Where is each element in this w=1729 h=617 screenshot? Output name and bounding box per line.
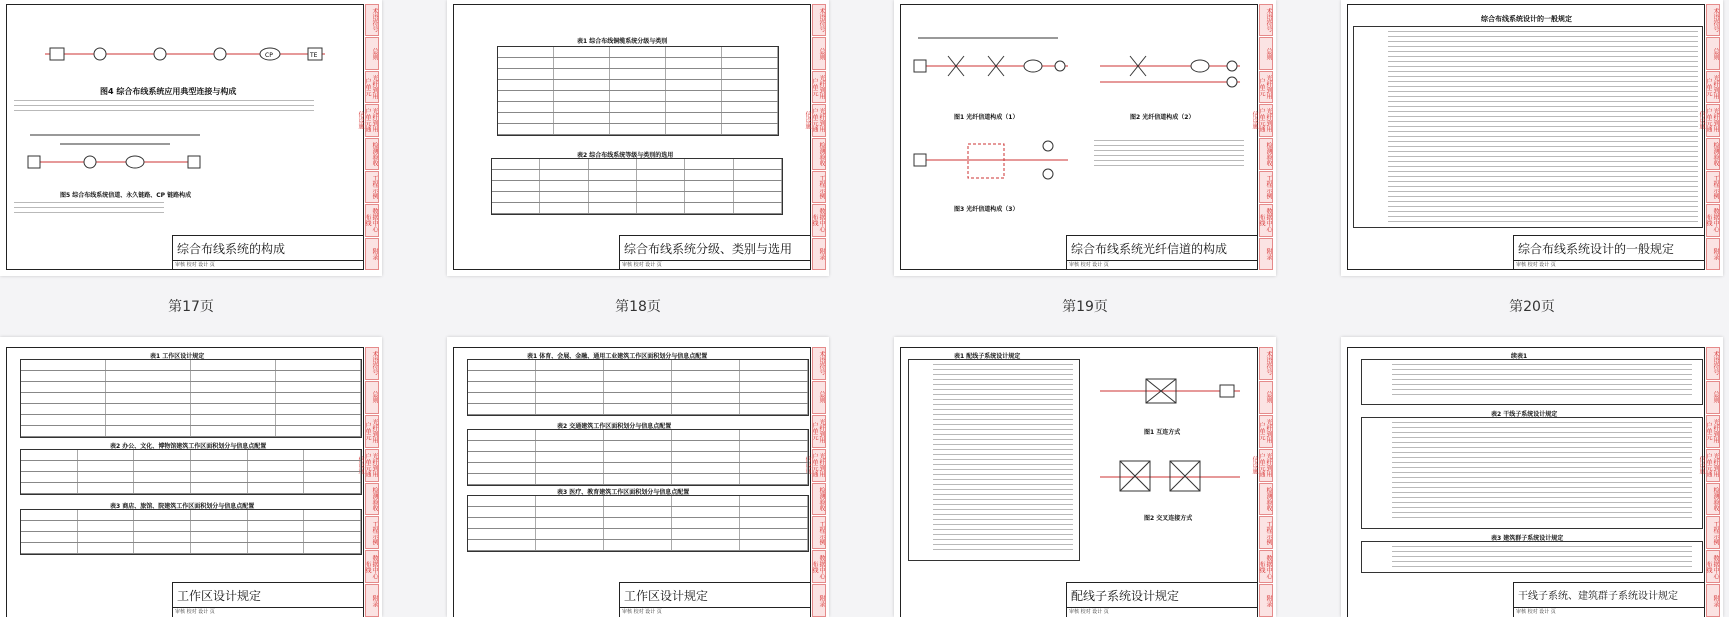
- side-tabs: 术语符号 总则 光纤到用户单元 光纤到用户单元通信设施 检测验收 工程示例 数据中心布线 附录: [365, 4, 379, 270]
- drawing-title: 干线子系统、建筑群子系统设计规定: [1518, 591, 1678, 602]
- side-tabs: 术语符号 总则 光纤到用户单元 光纤到用户单元通信设施 检测验收 工程示例 数据中心布线 附录: [812, 4, 826, 270]
- table: [467, 429, 809, 486]
- title-block: [619, 582, 811, 617]
- page-thumbnail-23[interactable]: [894, 337, 1276, 617]
- table: [20, 449, 362, 495]
- page-thumbnail-22[interactable]: [447, 337, 829, 617]
- table: [20, 359, 362, 438]
- drawing-title: 配线子系统设计规定: [1071, 589, 1180, 603]
- figure-caption: 图2 光纤信道构成（2）: [1130, 114, 1195, 121]
- table-caption: 表1 体育、会展、金融、通用工业建筑工作区面积划分与信息点配置: [527, 353, 708, 360]
- table-caption: 表2 综合布线系统等级与类别的选用: [577, 152, 674, 159]
- title-block: [619, 235, 811, 270]
- drawing-title: 工作区设计规定: [624, 589, 709, 603]
- notes-text: [14, 202, 164, 217]
- page-label-17: 第17页: [168, 299, 214, 315]
- title-block-meta: 审核 校对 设计 页: [1514, 260, 1705, 270]
- title-block-meta: 审核 校对 设计 页: [620, 260, 811, 270]
- table-caption: 表2 办公、文化、博物馆建筑工作区面积划分与信息点配置: [110, 443, 267, 450]
- title-block: [1066, 235, 1258, 270]
- table-caption: 综合布线系统设计的一般规定: [1481, 15, 1572, 23]
- figure-caption: 图1 互连方式: [1144, 429, 1181, 436]
- table-caption: 表1 工作区设计规定: [150, 353, 205, 360]
- svg-text:CP: CP: [265, 52, 273, 59]
- table-caption: 表3 商店、旅馆、院建筑工作区面积划分与信息点配置: [110, 503, 255, 510]
- table-caption: 表3 建筑群子系统设计规定: [1491, 535, 1564, 542]
- table: [908, 359, 1080, 561]
- title-block: [172, 235, 364, 270]
- title-block-meta: 审核 校对 设计 页: [173, 260, 364, 270]
- title-block: [1066, 582, 1258, 617]
- title-block-meta: 审核 校对 设计 页: [1514, 607, 1705, 617]
- fiber-channel-diagram-2: [1090, 26, 1250, 106]
- table: [491, 158, 783, 215]
- channel-diagram: [20, 130, 210, 180]
- svg-text:TE: TE: [310, 52, 318, 59]
- figure-caption: 图5 综合布线系统信道、永久链路、CP 链路构成: [60, 192, 192, 199]
- page-thumbnail-20[interactable]: [1341, 0, 1723, 276]
- side-tabs: 术语符号 总则 光纤到用户单元 光纤到用户单元通信设施 检测验收 工程示例 数据中心布线 附录: [1259, 347, 1273, 617]
- page-label-20: 第20页: [1509, 299, 1555, 315]
- table: [20, 509, 362, 555]
- table: [1361, 359, 1703, 405]
- drawing-title: 综合布线系统的构成: [177, 242, 286, 256]
- table-caption: 表1 综合布线铜缆系统分级与类别: [577, 38, 668, 45]
- table: [497, 46, 779, 136]
- table-caption: 表2 干线子系统设计规定: [1491, 411, 1558, 418]
- side-tabs: 术语符号 总则 光纤到用户单元 光纤到用户单元通信设施 检测验收 工程示例 数据中心布线 附录: [1706, 347, 1720, 617]
- title-block-meta: 审核 校对 设计 页: [620, 607, 811, 617]
- notes-text: [1094, 140, 1244, 170]
- table: [1361, 541, 1703, 573]
- title-block-meta: 审核 校对 设计 页: [1067, 260, 1258, 270]
- title-block: [1513, 235, 1705, 270]
- connection-diagram: [40, 38, 330, 78]
- drawing-title: 综合布线系统光纤信道的构成: [1071, 242, 1228, 256]
- notes-text: [14, 100, 314, 115]
- drawing-title: 工作区设计规定: [177, 589, 262, 603]
- figure-caption: 图3 光纤信道构成（3）: [954, 206, 1019, 213]
- table: [467, 495, 809, 552]
- table: [467, 359, 809, 416]
- table: [1361, 417, 1703, 529]
- table-caption: 表2 交通建筑工作区面积划分与信息点配置: [557, 423, 672, 430]
- drawing-title: 综合布线系统设计的一般规定: [1518, 242, 1675, 256]
- figure-caption: 图2 交叉连接方式: [1144, 515, 1193, 522]
- page-thumbnail-17[interactable]: [0, 0, 382, 276]
- interconnect-diagram: [1090, 361, 1250, 421]
- side-tabs: 术语符号 总则 光纤到用户单元 光纤到用户单元通信设施 检测验收 工程示例 数据中心布线 附录: [1259, 4, 1273, 270]
- drawing-title: 综合布线系统分级、类别与选用: [624, 242, 793, 256]
- title-block-meta: 审核 校对 设计 页: [1067, 607, 1258, 617]
- title-block: [172, 582, 364, 617]
- cross-connect-diagram: [1090, 447, 1250, 507]
- figure-caption: 图1 光纤信道构成（1）: [954, 114, 1019, 121]
- page-thumbnail-19[interactable]: [894, 0, 1276, 276]
- fiber-channel-diagram-1: [908, 26, 1078, 106]
- side-tabs: 术语符号 总则 光纤到用户单元 光纤到用户单元通信设施 检测验收 工程示例 数据中心布线 附录: [812, 347, 826, 617]
- page-label-19: 第19页: [1062, 299, 1108, 315]
- table-caption: 表3 医疗、教育建筑工作区面积划分与信息点配置: [557, 489, 690, 496]
- table-caption: 表1 配线子系统设计规定: [954, 353, 1021, 360]
- side-tabs: 术语符号 总则 光纤到用户单元 光纤到用户单元通信设施 检测验收 工程示例 数据中心布线 附录: [1706, 4, 1720, 270]
- figure-caption: 图4 综合布线系统应用典型连接与构成: [100, 87, 237, 96]
- title-block-meta: 审核 校对 设计 页: [173, 607, 364, 617]
- page-thumbnail-18[interactable]: [447, 0, 829, 276]
- title-block: [1513, 582, 1705, 617]
- side-tabs: 术语符号 总则 光纤到用户单元 光纤到用户单元通信设施 检测验收 工程示例 数据中心布线 附录: [365, 347, 379, 617]
- fiber-channel-diagram-3: [908, 130, 1078, 200]
- page-label-18: 第18页: [615, 299, 661, 315]
- page-thumbnail-21[interactable]: [0, 337, 382, 617]
- table-caption: 续表1: [1511, 353, 1528, 360]
- page-thumbnail-24[interactable]: [1341, 337, 1723, 617]
- table: [1353, 26, 1703, 228]
